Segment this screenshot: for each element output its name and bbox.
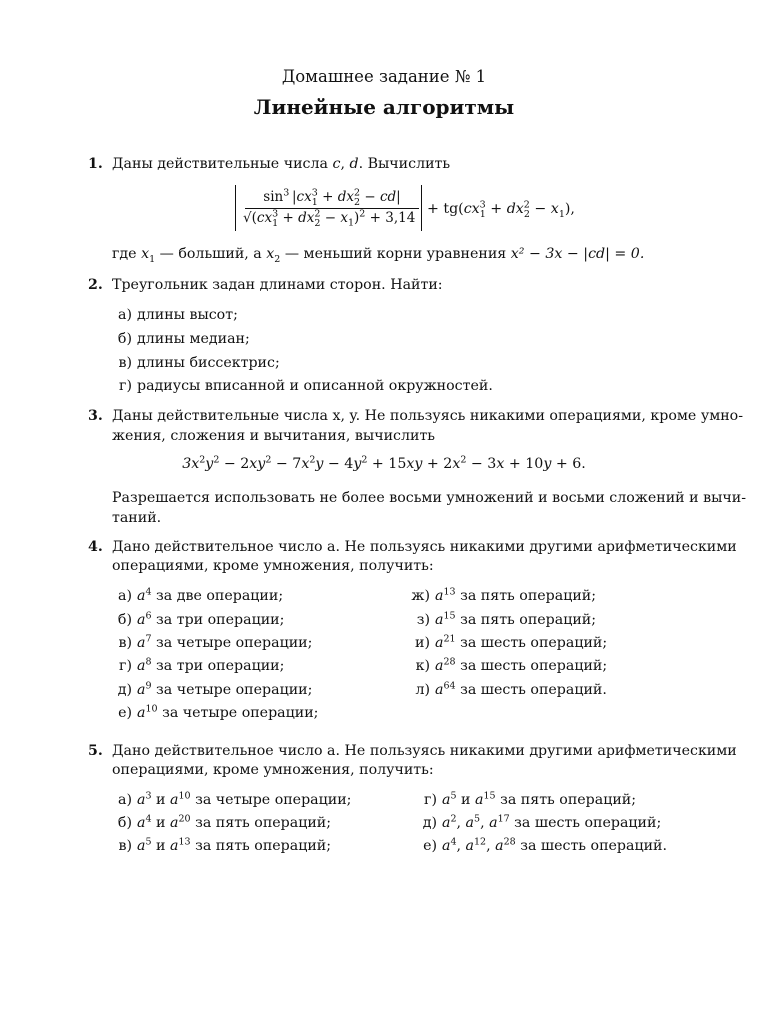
problem-5-item: д) $a^2$, $a^5$, $a^{17}$ за шесть операций; <box>422 813 662 831</box>
problem-2-item: в) длины биссектрис; <box>118 355 280 371</box>
problem-5-item: в) $a^5$ и $a^{13}$ за пять операций; <box>118 836 332 854</box>
problem-3-line-3: Разрешается использовать не более восьми умножений и восьми сложений и вычи- <box>112 490 746 506</box>
page-subtitle: Домашнее задание № 1 <box>281 67 487 86</box>
problem-4-item: з) $a^{15}$ за пять операций; <box>416 610 597 628</box>
problem-5-item: е) $a^4$, $a^{12}$, $a^{28}$ за шесть операций. <box>423 836 668 854</box>
problem-1-intro: Даны действительные числа c, d. Вычислить <box>112 156 451 172</box>
problem-4-item: а) $a^4$ за две операции; <box>118 586 284 604</box>
problem-4-item: и) $a^{21}$ за шесть операций; <box>415 633 608 651</box>
problem-4-item: к) $a^{28}$ за шесть операций; <box>415 656 608 674</box>
problem-5-item: а) $a^3$ и $a^{10}$ за четыре операции; <box>118 790 352 808</box>
problem-1-formula: $\sin^3 |cx^3_1 + dx^2_2 - cd|$ $√(cx^3_1 + dx^2_2 - x_1)^2 + 3,14$ + $tg(cx^3_1 + dx^2_2 - x_1)$, <box>235 185 585 235</box>
problem-4-item: г) $a^8$ за три операции; <box>119 656 285 674</box>
problem-3-line-2: жения, сложения и вычитания, вычислить <box>112 428 436 444</box>
problem-5-line-2: операциями, кроме умножения, получить: <box>112 762 434 778</box>
problem-3-number: 3. <box>88 408 103 424</box>
problem-1-number: 1. <box>88 156 103 172</box>
problem-2-item: г) радиусы вписанной и описанной окружностей. <box>119 378 493 394</box>
problem-2-item: б) длины медиан; <box>117 331 250 347</box>
problem-2-item: а) длины высот; <box>118 307 238 323</box>
problem-4-item: ж) $a^{13}$ за пять операций; <box>411 586 597 604</box>
problem-3-line-1: Даны действительные числа x, y. Не пользуясь никакими операциями, кроме умно- <box>112 408 744 424</box>
problem-4-item: б) $a^6$ за три операции; <box>117 610 285 628</box>
problem-5-item: г) $a^5$ и $a^{15}$ за пять операций; <box>424 790 637 808</box>
problem-4-item: д) $a^9$ за четыре операции; <box>117 680 313 698</box>
problem-4-line-1: Дано действительное число a. Не пользуясь никакими другими арифметическими <box>112 539 737 555</box>
problem-2-number: 2. <box>88 277 103 293</box>
problem-5-item: б) $a^4$ и $a^{20}$ за пять операций; <box>117 813 332 831</box>
problem-3-line-4: таний. <box>112 510 162 526</box>
problem-4-number: 4. <box>88 539 103 555</box>
problem-5-number: 5. <box>88 743 103 759</box>
problem-3-expression: $3x^2y^2 - 2xy^2 - 7x^2y - 4y^2 + 15xy + 2x^2 - 3x + 10y + 6$. <box>182 454 586 472</box>
problem-1-where: где $x_1$ — больший, а $x_2$ — меньший корни уравнения x² − 3x − |cd| = 0. <box>112 246 645 265</box>
problem-5-line-1: Дано действительное число a. Не пользуясь никакими другими арифметическими <box>112 743 737 759</box>
page-title: Линейные алгоритмы <box>253 95 515 119</box>
problem-4-line-2: операциями, кроме умножения, получить: <box>112 558 434 574</box>
problem-4-item: е) $a^{10}$ за четыре операции; <box>118 703 319 721</box>
problem-4-item: в) $a^7$ за четыре операции; <box>118 633 313 651</box>
problem-2-text: Треугольник задан длинами сторон. Найти: <box>112 277 443 293</box>
problem-4-item: л) $a^{64}$ за шесть операций. <box>415 680 607 698</box>
